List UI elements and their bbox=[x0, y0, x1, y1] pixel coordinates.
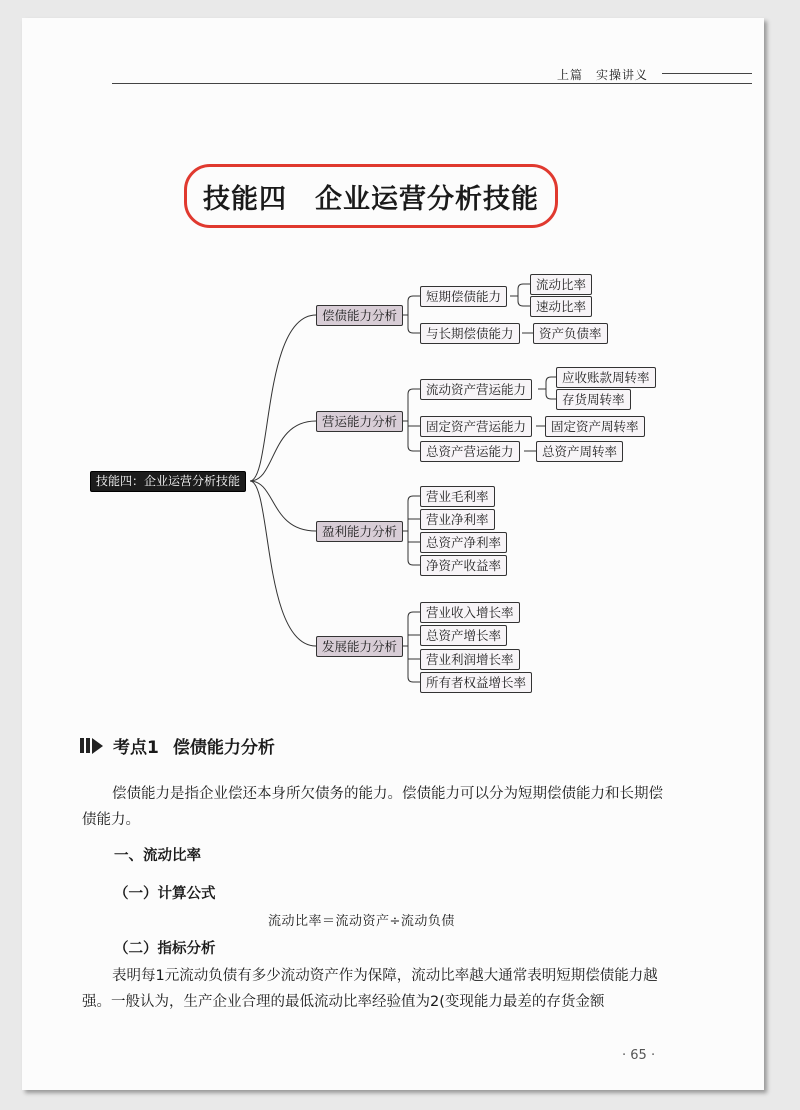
mindmap-leaf-debt-ratio: 资产负债率 bbox=[533, 323, 608, 344]
mindmap-leaf-roa: 总资产净利率 bbox=[420, 532, 507, 553]
section-kaodian: 考点1 bbox=[113, 738, 159, 758]
section-heading bbox=[80, 733, 275, 758]
mindmap-node-development: 发展能力分析 bbox=[316, 636, 403, 657]
mindmap-node-profitability: 盈利能力分析 bbox=[316, 521, 403, 542]
chapter-title-number: 技能四 bbox=[203, 183, 287, 215]
mindmap-leaf-gross-margin: 营业毛利率 bbox=[420, 486, 495, 507]
mindmap-leaf-roe: 净资产收益率 bbox=[420, 555, 507, 576]
heading-analysis: （二）指标分析 bbox=[114, 941, 216, 957]
mindmap-root-node: 技能四：企业运营分析技能 bbox=[90, 471, 246, 492]
section-marker-icon bbox=[80, 738, 103, 754]
heading-formula: （一）计算公式 bbox=[114, 886, 216, 902]
intro-paragraph: 偿债能力是指企业偿还本身所欠债务的能力。偿债能力可以分为短期偿债能力和长期偿债能力。 bbox=[82, 786, 663, 828]
mindmap-leaf-revenue-growth: 营业收入增长率 bbox=[420, 602, 520, 623]
mindmap-leaf-fixed-asset-turnover: 固定资产周转率 bbox=[545, 416, 645, 437]
mindmap-node-operating: 营运能力分析 bbox=[316, 411, 403, 432]
mindmap-node-long-term-solvency: 与长期偿债能力 bbox=[420, 323, 520, 344]
mindmap-node-fixed-asset-ops: 固定资产营运能力 bbox=[420, 416, 532, 437]
mindmap-leaf-total-asset-turnover: 总资产周转率 bbox=[536, 441, 623, 462]
mindmap-leaf-inventory-turnover: 存货周转率 bbox=[556, 389, 631, 410]
section-title: 偿债能力分析 bbox=[172, 738, 275, 758]
mindmap-leaf-equity-growth: 所有者权益增长率 bbox=[420, 672, 532, 693]
mindmap-leaf-current-ratio: 流动比率 bbox=[530, 274, 592, 295]
heading-current-ratio: 一、流动比率 bbox=[114, 848, 201, 864]
analysis-paragraph: 表明每1元流动负债有多少流动资产作为保障，流动比率越大通常表明短期偿债能力越强。一般认为，生产企业合理的最低流动比率经验值为2(变现能力最差的存货金额 bbox=[82, 968, 658, 1010]
mindmap-leaf-quick-ratio: 速动比率 bbox=[530, 296, 592, 317]
mindmap-leaf-receivables-turnover: 应收账款周转率 bbox=[556, 367, 656, 388]
mindmap-node-current-asset-ops: 流动资产营运能力 bbox=[420, 379, 532, 400]
page-number: · 65 · bbox=[622, 1048, 656, 1063]
running-header-title: 上篇 实操讲义 bbox=[553, 66, 652, 83]
mindmap-node-solvency: 偿债能力分析 bbox=[316, 305, 403, 326]
mindmap-leaf-profit-growth: 营业利润增长率 bbox=[420, 649, 520, 670]
mindmap-leaf-asset-growth: 总资产增长率 bbox=[420, 625, 507, 646]
chapter-title-text: 企业运营分析技能 bbox=[315, 183, 539, 215]
mindmap-node-short-term-solvency: 短期偿债能力 bbox=[420, 286, 507, 307]
mindmap-leaf-net-margin: 营业净利率 bbox=[420, 509, 495, 530]
mindmap-node-total-asset-ops: 总资产营运能力 bbox=[420, 441, 520, 462]
formula-text: 流动比率＝流动资产÷流动负债 bbox=[268, 914, 455, 929]
